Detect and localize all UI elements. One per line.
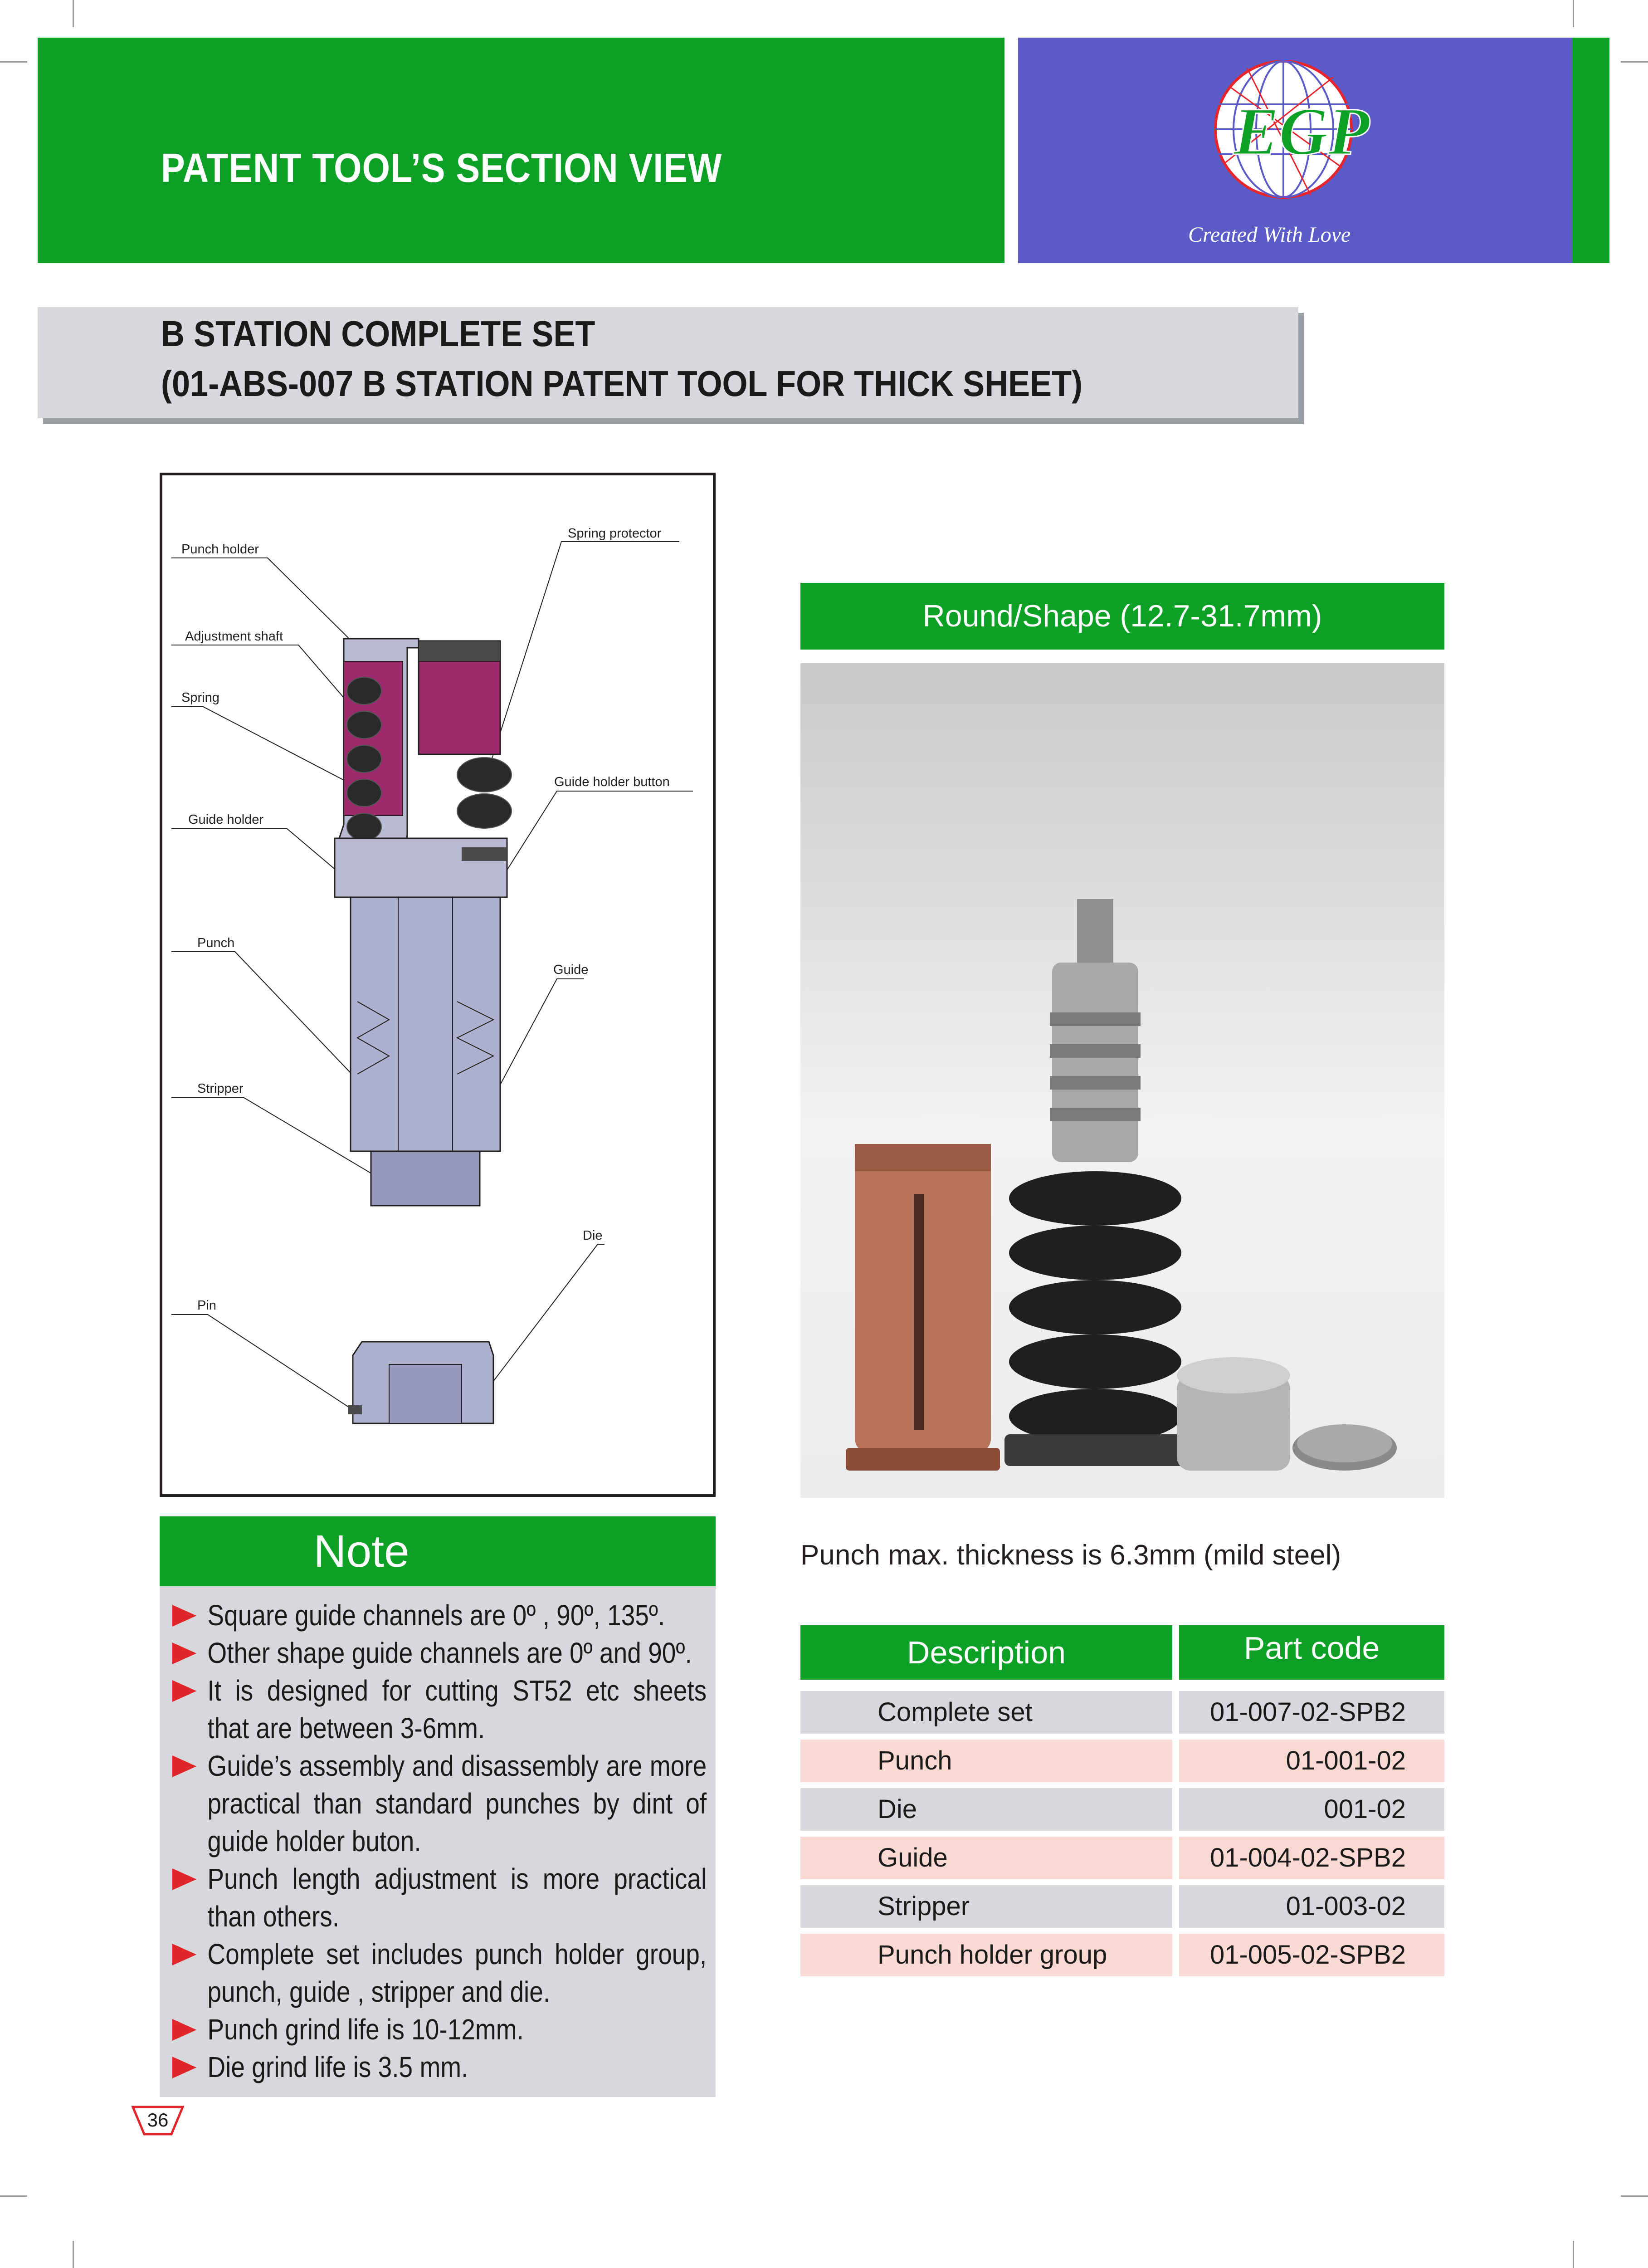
arrow-bullet-icon xyxy=(172,1605,196,1627)
label-stripper: Stripper xyxy=(197,1081,244,1096)
row-description: Punch holder group xyxy=(878,1940,1107,1970)
crop-mark xyxy=(1573,2241,1574,2268)
note-item: It is designed for cutting ST52 etc sheets that are between 3-6mm. xyxy=(172,1672,633,1747)
crop-mark xyxy=(1621,61,1648,63)
row-part-code: 01-003-02 xyxy=(1286,1892,1406,1921)
label-punch-holder: Punch holder xyxy=(181,542,259,557)
row-part-code: 01-004-02-SPB2 xyxy=(1209,1843,1406,1872)
crop-mark xyxy=(0,2195,27,2197)
row-description: Complete set xyxy=(878,1697,1033,1727)
column-header-part-code: Part code xyxy=(1243,1630,1380,1666)
note-item: Square guide channels are 0º , 90º, 135º. xyxy=(172,1597,633,1634)
arrow-bullet-icon xyxy=(172,1868,196,1890)
arrow-bullet-icon xyxy=(172,2057,196,2078)
label-guide: Guide xyxy=(553,963,589,977)
product-photo-drawing xyxy=(800,663,1444,1498)
thickness-note: Punch max. thickness is 6.3mm (mild steel) xyxy=(800,1540,1341,1571)
note-item: Other shape guide channels are 0º and 90º. xyxy=(172,1634,633,1672)
column-header-description: Description xyxy=(907,1635,1066,1670)
arrow-bullet-icon xyxy=(172,1680,196,1702)
page-title: PATENT TOOL’S SECTION VIEW xyxy=(161,146,722,191)
crop-mark xyxy=(1573,0,1574,27)
banner-title-line2: (01-ABS-007 B STATION PATENT TOOL FOR THICK SHEET) xyxy=(161,363,1083,404)
row-description: Guide xyxy=(878,1843,948,1872)
arrow-bullet-icon xyxy=(172,1755,196,1777)
note-item: Complete set includes punch holder group, punch, guide , stripper and die. xyxy=(172,1936,633,2011)
row-description: Die xyxy=(878,1794,917,1824)
section-drawing xyxy=(162,475,713,1494)
table-row xyxy=(800,1788,1172,1831)
note-item: Die grind life is 3.5 mm. xyxy=(172,2048,633,2086)
table-row xyxy=(800,1837,1172,1879)
label-spring-protector: Spring protector xyxy=(568,526,662,541)
note-item: Guide’s assembly and disassembly are more practical than standard punches by dint of guide holder buton. xyxy=(172,1747,633,1860)
egp-logo xyxy=(1197,50,1415,204)
row-description: Punch xyxy=(878,1746,952,1775)
label-pin: Pin xyxy=(197,1298,216,1313)
banner-title-line1: B STATION COMPLETE SET xyxy=(161,313,595,354)
row-part-code: 001-02 xyxy=(1324,1794,1406,1824)
arrow-bullet-icon xyxy=(172,1642,196,1664)
label-punch: Punch xyxy=(197,936,235,950)
row-description: Stripper xyxy=(878,1892,970,1921)
note-title: Note xyxy=(313,1526,410,1577)
table-row xyxy=(800,1885,1172,1928)
note-item: Punch length adjustment is more practical than others. xyxy=(172,1860,633,1936)
label-spring: Spring xyxy=(181,690,219,705)
crop-mark xyxy=(1621,2195,1648,2197)
arrow-bullet-icon xyxy=(172,1944,196,1965)
row-part-code: 01-001-02 xyxy=(1286,1746,1406,1775)
logo-text: EGP xyxy=(1234,94,1370,169)
label-die: Die xyxy=(583,1228,603,1243)
label-guide-holder-button: Guide holder button xyxy=(554,775,670,789)
row-part-code: 01-007-02-SPB2 xyxy=(1209,1697,1406,1727)
table-row xyxy=(800,1740,1172,1782)
crop-mark xyxy=(73,0,74,27)
crop-mark xyxy=(0,61,27,63)
arrow-bullet-icon xyxy=(172,2019,196,2041)
crop-mark xyxy=(73,2241,74,2268)
page-number: 36 xyxy=(147,2109,169,2131)
range-title: Round/Shape (12.7-31.7mm) xyxy=(922,599,1322,633)
label-guide-holder: Guide holder xyxy=(188,812,264,827)
row-part-code: 01-005-02-SPB2 xyxy=(1209,1940,1406,1970)
label-adjustment-shaft: Adjustment shaft xyxy=(185,629,283,644)
note-item: Punch grind life is 10-12mm. xyxy=(172,2011,633,2048)
header-strip xyxy=(1572,38,1609,263)
logo-tagline: Created With Love xyxy=(1188,223,1351,247)
